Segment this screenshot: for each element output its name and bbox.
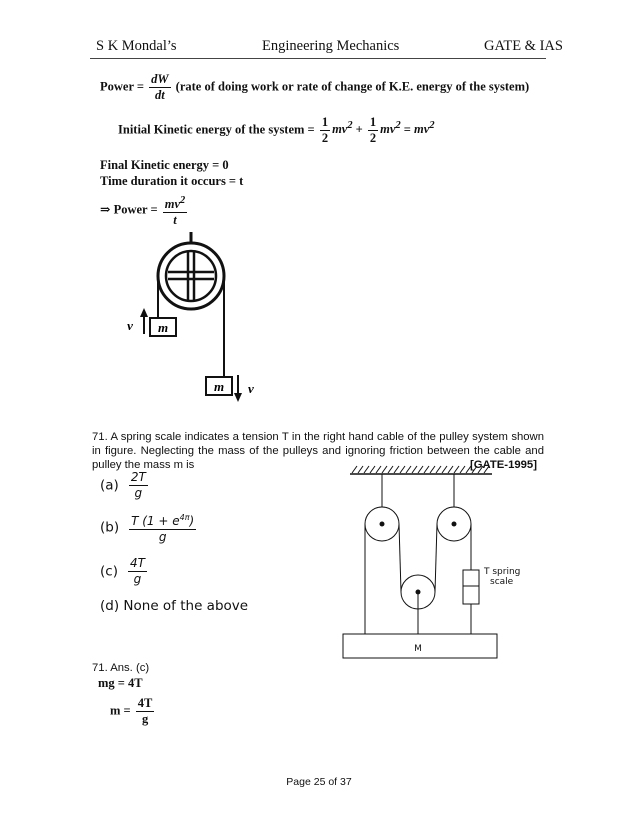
mass-left-label: m — [157, 320, 169, 335]
option-a-den: g — [134, 486, 143, 500]
option-c-label: (c) — [100, 563, 118, 580]
option-d-text: None of the above — [123, 598, 249, 614]
half-fraction-2 — [368, 115, 378, 146]
pulley-wheel — [158, 243, 224, 309]
option-a-fraction — [129, 470, 148, 501]
question-text: 71. A spring scale indicates a tension T in the right hand cable of the pulley system shown in figure. Neglecting the mass of the pulleys and ignoring friction between the cable and pulley the mass m is — [92, 431, 544, 471]
option-c-den: g — [133, 572, 142, 586]
mass-right-label: m — [213, 379, 225, 394]
option-a-label: (a) — [100, 477, 119, 494]
pulley-top-right-axle — [452, 522, 457, 527]
answer-line-2 — [110, 696, 156, 727]
mv2-term-2: $mv^2$ — [380, 120, 401, 137]
power-result-fraction — [163, 193, 187, 228]
option-b-num: T $(1 + e^{4\pi})$ — [129, 510, 196, 530]
half-den-2: 2 — [369, 131, 377, 145]
initial-ke-formula: Initial Kinetic energy of the system = $\frac{1}{2}$ $mv^2$ + $\frac{1}{2}$ $mv^2 = mv^2$ — [118, 115, 435, 145]
ceiling-hatch — [352, 466, 489, 473]
header-exam: GATE & IAS — [484, 38, 563, 54]
cable-inner-right — [435, 524, 437, 592]
down-arrow-head — [234, 393, 242, 402]
half-den-1: 2 — [321, 131, 329, 145]
answer-num: 4T — [137, 696, 153, 710]
velocity-up-label: v — [127, 318, 133, 333]
header-subject: Engineering Mechanics — [262, 38, 400, 54]
cable-inner-left — [399, 524, 401, 592]
option-d — [100, 598, 248, 614]
answer-title: 71. Ans. (c) — [92, 662, 150, 674]
spring-scale — [463, 570, 479, 604]
half-num-2: 1 — [369, 115, 377, 129]
option-c-num: 4T — [129, 556, 145, 570]
power-lhs: Power = — [100, 79, 145, 94]
base-mass-label: M — [414, 644, 422, 654]
option-c — [100, 556, 149, 587]
header-author: S K Mondal’s — [96, 38, 177, 54]
option-b-den: g — [158, 530, 167, 544]
mv2-term-3: $mv^2$ — [414, 120, 435, 137]
pulley-top-left-axle — [380, 522, 385, 527]
up-arrow-head — [140, 308, 148, 317]
power-description: (rate of doing work or rate of change of K.E. energy of the system) — [175, 79, 530, 94]
option-d-label: (d) — [100, 598, 120, 614]
power-num: dW — [151, 72, 169, 86]
power-formula — [100, 72, 529, 103]
time-duration: Time duration it occurs = t — [100, 174, 244, 188]
spring-label-2: scale — [490, 577, 514, 587]
option-b-fraction — [129, 510, 196, 545]
pulley-diagram-1 — [120, 232, 260, 412]
half-fraction-1 — [320, 115, 330, 146]
page-number: Page 25 of 37 — [286, 776, 352, 788]
power-fraction — [149, 72, 170, 103]
option-b — [100, 510, 198, 545]
answer-line-2-lhs: m = — [110, 703, 131, 718]
power-result-den: t — [173, 213, 177, 228]
power-result-num: $mv^2$ — [164, 195, 186, 212]
option-b-label: (b) — [100, 519, 120, 536]
initial-ke-label: Initial Kinetic energy of the system = — [118, 122, 315, 137]
question-tag: [GATE-1995] — [470, 459, 537, 471]
mv2-term-1: $mv^2$ — [332, 120, 353, 137]
header-rule — [90, 58, 546, 59]
spring-label-1: T spring — [484, 567, 521, 577]
half-num-1: 1 — [321, 115, 329, 129]
power-result-lhs: ⇒ Power = — [100, 202, 158, 217]
option-a-num: 2T — [130, 470, 146, 484]
velocity-down-label: v — [248, 381, 254, 396]
final-ke: Final Kinetic energy = 0 — [100, 158, 229, 172]
option-c-fraction — [128, 556, 147, 587]
answer-line-1: mg = 4T — [98, 676, 143, 690]
answer-fraction — [136, 696, 155, 727]
answer-den: g — [141, 712, 149, 726]
option-a — [100, 470, 150, 501]
power-den: dt — [154, 88, 165, 102]
power-result — [100, 193, 189, 228]
